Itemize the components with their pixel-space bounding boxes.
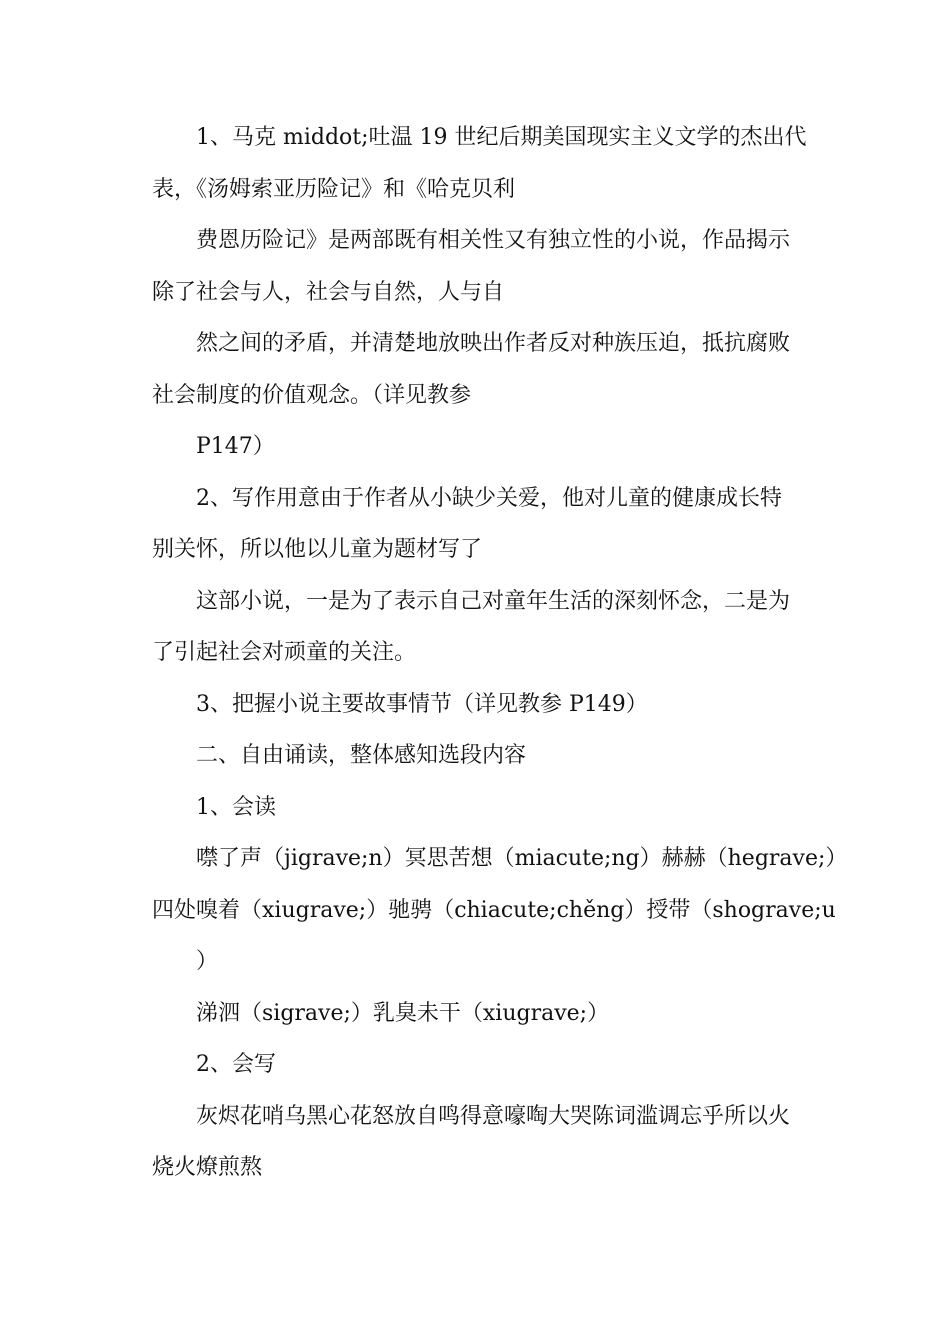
text-line: 别关怀，所以他以儿童为题材写了 (152, 537, 483, 562)
text-line: ） (196, 949, 219, 974)
text-line: 了引起社会对顽童的关注。 (152, 640, 417, 665)
text-line: 除了社会与人，社会与自然，人与自 (152, 279, 505, 305)
text-line: 费恩历险记》是两部既有相关性又有独立性的小说，作品揭示 (196, 228, 791, 253)
text-line: 烧火燎煎熬 (152, 1155, 263, 1180)
section-heading: 二、自由诵读，整体感知选段内容 (196, 743, 527, 768)
text-line: 表，《汤姆索亚历险记》和《哈克贝利 (152, 176, 516, 202)
text-line: 涕泗（sigrave;）乳臭未干（xiugrave;） (196, 1000, 610, 1026)
document-body (152, 112, 848, 1194)
text-line: 灰烬花哨乌黑心花怒放自鸣得意嚎啕大哭陈词滥调忘乎所以火 (196, 1103, 791, 1129)
text-line: 四处嗅着（xiugrave;）驰骋（chiacute;chěng）授带（shograve;u (152, 897, 836, 923)
text-line: 噤了声（jigrave;n）冥思苦想（miacute;ng）赫赫（hegrave;） (196, 846, 848, 871)
text-line: 这部小说，一是为了表示自己对童年生活的深刻怀念，二是为 (196, 588, 791, 614)
text-line: 1、马克 middot;吐温 19 世纪后期美国现实主义文学的杰出代 (196, 125, 807, 150)
text-line: 2、写作用意由于作者从小缺少关爱，他对儿童的健康成长特 (196, 485, 782, 511)
subsection-heading: 1、会读 (196, 794, 276, 820)
text-line: P147） (196, 434, 275, 459)
text-line: 然之间的矛盾，并清楚地放映出作者反对种族压迫，抵抗腐败 (196, 331, 791, 356)
subsection-heading: 2、会写 (196, 1052, 276, 1077)
text-line: 3、把握小说主要故事情节（详见教参 P149） (196, 691, 648, 717)
text-line: 社会制度的价值观念。（详见教参 (152, 382, 472, 408)
